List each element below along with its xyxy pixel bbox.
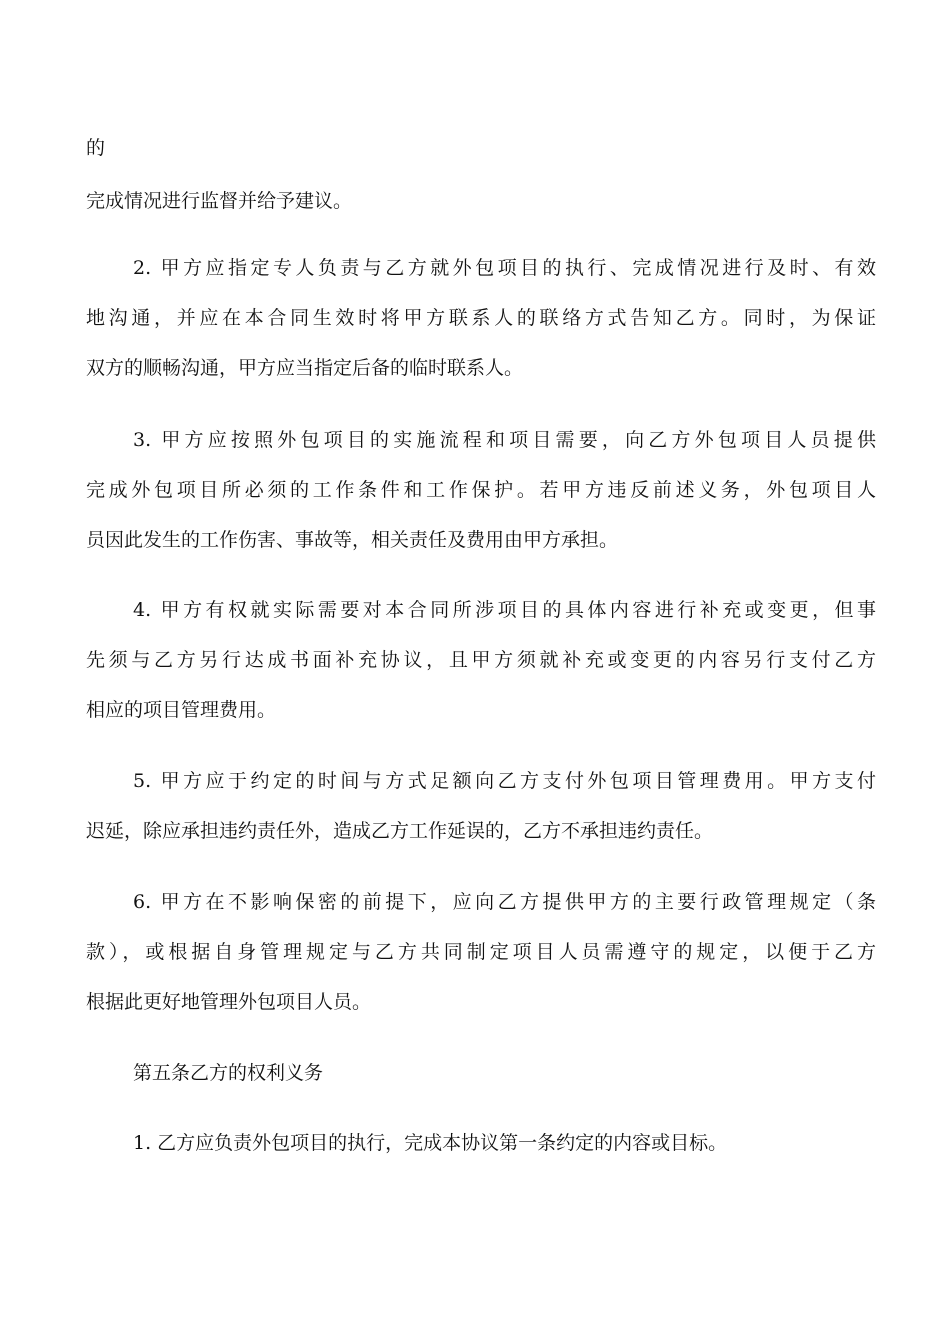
text-line: 的 [86,137,106,159]
paragraph-5-line-1: 5. 甲方应于约定的时间与方式足额向乙方支付外包项目管理费用。甲方支付 [133,770,876,792]
article-5-item-1: 1. 乙方应负责外包项目的执行，完成本协议第一条约定的内容或目标。 [133,1132,728,1154]
paragraph-3-line-2: 完成外包项目所必须的工作条件和工作保护。若甲方违反前述义务，外包项目人 [86,479,876,501]
text-line: 完成情况进行监督并给予建议。 [86,190,353,212]
paragraph-6-line-3: 根据此更好地管理外包项目人员。 [86,991,372,1013]
paragraph-3-line-3: 员因此发生的工作伤害、事故等，相关责任及费用由甲方承担。 [86,529,619,551]
paragraph-4-line-1: 4. 甲方有权就实际需要对本合同所涉项目的具体内容进行补充或变更，但事 [133,599,876,621]
paragraph-2-line-2: 地沟通，并应在本合同生效时将甲方联系人的联络方式告知乙方。同时，为保证 [86,307,876,329]
paragraph-4-line-2: 先须与乙方另行达成书面补充协议，且甲方须就补充或变更的内容另行支付乙方 [86,649,876,671]
paragraph-2-line-1: 2. 甲方应指定专人负责与乙方就外包项目的执行、完成情况进行及时、有效 [133,257,876,279]
paragraph-6-line-2: 款），或根据自身管理规定与乙方共同制定项目人员需遵守的规定，以便于乙方 [86,941,876,963]
section-heading-article-5: 第五条乙方的权利义务 [133,1062,324,1084]
paragraph-5-line-2: 迟延，除应承担违约责任外，造成乙方工作延误的，乙方不承担违约责任。 [86,820,714,842]
paragraph-3-line-1: 3. 甲方应按照外包项目的实施流程和项目需要，向乙方外包项目人员提供 [133,429,876,451]
paragraph-2-line-3: 双方的顺畅沟通，甲方应当指定后备的临时联系人。 [86,357,524,379]
paragraph-4-line-3: 相应的项目管理费用。 [86,699,277,721]
paragraph-6-line-1: 6. 甲方在不影响保密的前提下，应向乙方提供甲方的主要行政管理规定（条 [133,891,876,913]
